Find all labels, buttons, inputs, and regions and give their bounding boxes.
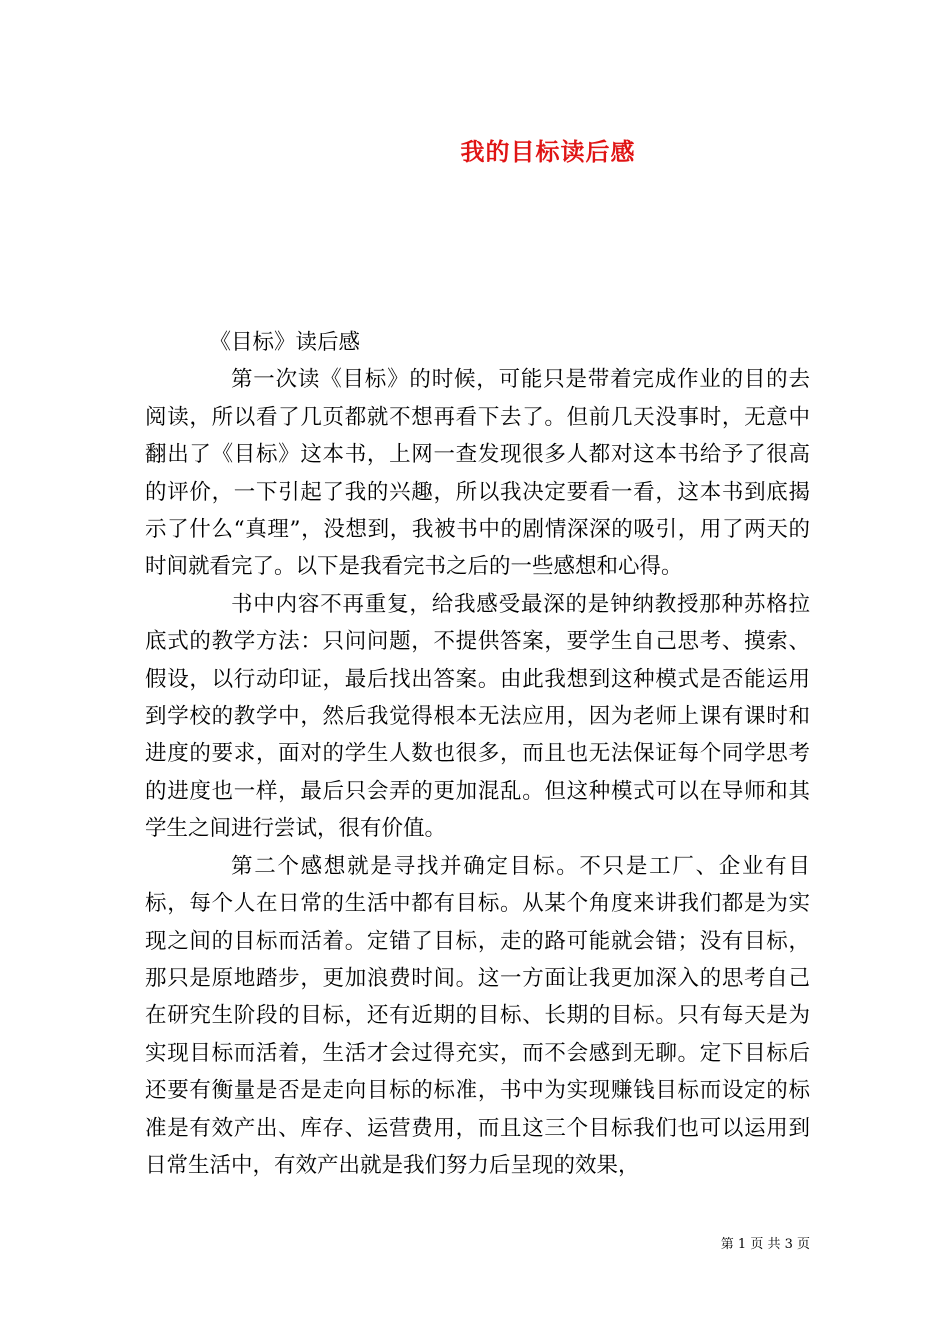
- document-subtitle: 《目标》读后感: [209, 330, 361, 355]
- document-title: 我的目标读后感: [460, 137, 636, 166]
- paragraph-3: 第二个感想就是寻找并确定目标。不只是工厂、企业有目标，每个人在日常的生活中都有目标。从某个角度来讲我们都是为实现之间的目标而活着。定错了目标，走的路可能就会错；没有目标，那只是原地踏步，更加浪费时间。这一方面让我更加深入的思考自己在研究生阶段的目标，还有近期的目标、长期的目标。只有每天是为实现目标而活着，生活才会过得充实，而不会感到无聊。定下目标后还要有衡量是否是走向目标的标准，书中为实现赚钱目标而设定的标准是有效产出、库存、运营费用，而且这三个目标我们也可以运用到日常生活中，有效产出就是我们努力后呈现的效果，: [145, 853, 810, 1178]
- page-number: 第 1 页 共 3 页: [720, 1237, 810, 1252]
- paragraph-2: 书中内容不再重复，给我感受最深的是钟纳教授那种苏格拉底式的教学方法：只问问题，不提供答案，要学生自己思考、摸索、假设，以行动印证，最后找出答案。由此我想到这种模式是否能运用到学校的教学中，然后我觉得根本无法应用，因为老师上课有课时和进度的要求，面对的学生人数也很多，而且也无法保证每个同学思考的进度也一样，最后只会弄的更加混乱。但这种模式可以在导师和其学生之间进行尝试，很有价值。: [145, 591, 810, 842]
- paragraph-1: 第一次读《目标》的时候，可能只是带着完成作业的目的去阅读，所以看了几页都就不想再看下去了。但前几天没事时，无意中翻出了《目标》这本书，上网一查发现很多人都对这本书给予了很高的评价，一下引起了我的兴趣，所以我决定要看一看，这本书到底揭示了什么“真理”，没想到，我被书中的剧情深深的吸引，用了两天的时间就看完了。以下是我看完书之后的一些感想和心得。: [145, 367, 810, 580]
- document-body: [145, 324, 810, 1184]
